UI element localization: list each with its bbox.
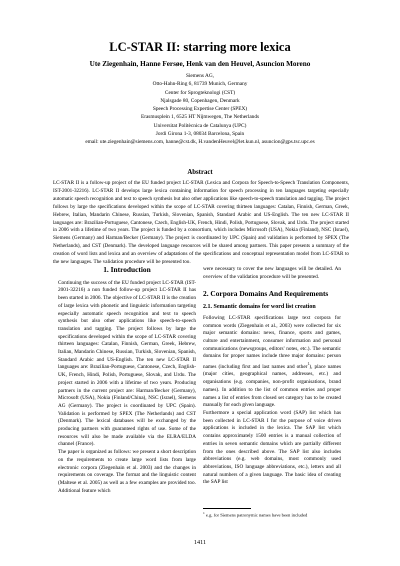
affiliation-line: Siemens AG,: [186, 73, 214, 79]
paper-title: LC-STAR II: starring more lexica: [109, 40, 291, 54]
abstract-heading: Abstract: [187, 169, 213, 176]
sap-list-paragraph: Furthermore a special application word (SAP) list which has been collected in LC-STAR I for the purpose of voice driven applications is included in the lexica. The SAP list which contains approximately 1500 entries is a manual collection of entries in seven semantic domains which are partially different from the ones described above. The SAP list also includes abbreviations (e.g. web domains, most commonly used abbreviations, ISO language abbreviations, etc.), letters and all natural numbers of a given language. The basic idea of creating the SAP list: [203, 410, 341, 486]
footnote-divider: [203, 508, 251, 509]
affiliation-line: Center for Sprogteknologi (CST): [164, 89, 236, 96]
affiliation-line: Speech Processing Expertise Center (SPEX): [152, 106, 248, 113]
affiliation-line: Universitat Politècnica de Catalunya (UPC): [153, 122, 247, 129]
footnote-text: e.g. for Siemens patronymic names have been included: [205, 512, 308, 518]
affiliation-line: Otto-Hahn-Ring 6, 81739 Munich, Germany: [152, 81, 248, 88]
author-emails: email: ute.ziegenhain@siemens.com, hanne@cst.dk, H.vandenHeuvel@let.kun.nl, asuncion@gps.tsc.upc.es: [85, 139, 315, 146]
section-heading-corpora: 2. Corpora Domains And Requirements: [203, 289, 329, 299]
footnote: [203, 510, 343, 519]
footnote-number: 1: [203, 511, 205, 515]
paragraph-text: ), place names (major cities, geographical names, addresses, etc.) and organisations (e.g. companies, non-profit organisations, brand names). In addition to the list of common entries and proper names a list of entries from closed set category has to be created manually for each given language.: [203, 363, 341, 409]
footnote-marker[interactable]: 1: [307, 362, 310, 367]
affiliation-line: Njalsgade 80, Copenhagen, Denmark: [160, 97, 240, 104]
intro-paragraph-organization: The paper is organized as follows: we present a short description on the requirements to create large word lists from large electronic corpora (Ziegenhain et al. 2003) and the changes in requirements on coverage. The format and the linguistic content (Maltese et al. 2005) as well as a few examples are provided too. Additional feature which: [58, 449, 196, 494]
paragraph-text: Following LC-STAR specifications large text corpora for common words (Ziegenhain et al., 2003) were collected for six major semantic domains: news, finance, sports and games, culture and entertainment, consumer information and personal communications (newsgroups, editors' notes, etc.). The semantic domains for proper names include three major domains: person names (including first and last names and other: [203, 314, 341, 370]
page-number: 1411: [193, 539, 207, 546]
intro-paragraph: Continuing the success of the EU funded project LC-STAR (IST-2001-32216) a non funded follow-up project LC-STAR II has been started in 2006. The objective of LC-STAR II is the creation of large lexica with phonetic and linguistic information targeting especially automatic speech recognition and text to speech synthesis but also other applications like speech-to-speech translation and tagging. The project follows by large the specifications developed within the scope of LC-STAR covering thirteen languages: Catalan, Finnish, German, Greek, Hebrew, Italian, Mandarin Chinese, Russian, Turkish, Slovenian, Spanish, Standard Arabic and US-English. The ten new LC-STAR II languages are: Brazilian-Portuguese, Cantonese, Czech, English-UK, French, Hindi, Polish, Portuguese, Slovak, and Urdu. The project started in 2006 with a lifetime of two years. Producing partners in the current project are: Harman/Becker (Germany), Microsoft (USA), Nokia (Finland/China), NSC (Israel), Siemens AG (Germany). The project is coordinated by UPC (Spain). Validation is performed by SPEX (The Netherlands) and CST (Denmark). The lexical databases will be exchanged by the producing partners with guaranteed rights of use. Some of the resources will also be made available via the ELRA/ELDA channel (France).: [58, 279, 196, 448]
right-column: [203, 266, 341, 487]
affiliation-line: Erasmusplein 1, 6525 HT Nijmwegen, The Netherlands: [140, 114, 260, 121]
abstract-text: LC-STAR II is a follow-up project of the EU funded project LC-STAR (Lexica and Corpora for Speech-to-Speech Translation Components, IST-2001-32216). LC-STAR II develops large lexica containing information for speech processing in ten languages targeting especially automatic speech recognition and text to speech synthesis but also other applications like speech-to-speech translation and tagging. The project follows by large the specifications developed within the scope of LC-STAR covering thirteen languages: Catalan, Finnish, German, Greek, Hebrew, Italian, Mandarin Chinese, Russian, Turkish, Slovenian, Spanish, Standard Arabic and US-English. The ten new LC-STAR II languages are: Brazilian-Portuguese, Cantonese, Czech, English-UK, French, Hindi, Polish, Portuguese, Slovak, and Urdu. The project started in 2006 with a lifetime of two years. The project is funded by a consortium, which includes Microsoft (USA), Nokia (Finland), NSC (Israel), Siemens (Germany) and Harman/Becker (Germany). The project is coordinated by UPC (Spain) and validation is performed by SPEX (The Netherlands), and CST (Denmark). The developed language resources will be shared among partners. This paper presents a summary of the creation of word lists and lexica and an overview of adaptations of the specifications and conceptual representation model from LC-STAR to the new languages. The validation procedure will be presented too.: [53, 180, 349, 266]
author-list: Ute Ziegenhain, Hanne Fersøe, Henk van den Heuvel, Asuncion Moreno: [89, 60, 311, 68]
subsection-heading-semantic-domains: 2.1. Semantic domains for word list creation: [203, 304, 316, 311]
semantic-domains-paragraph: [203, 315, 341, 410]
section-heading-introduction: 1. Introduction: [103, 265, 151, 274]
affiliation-line: Jordi Girona 1-3, 08034 Barcelona, Spain: [155, 131, 245, 138]
left-column: [58, 266, 196, 495]
affiliation-block: [0, 72, 400, 147]
intro-paragraph-continued: were necessary to cover the new languages will be detailed. An overview of the validation procedure will be presented.: [203, 266, 341, 280]
